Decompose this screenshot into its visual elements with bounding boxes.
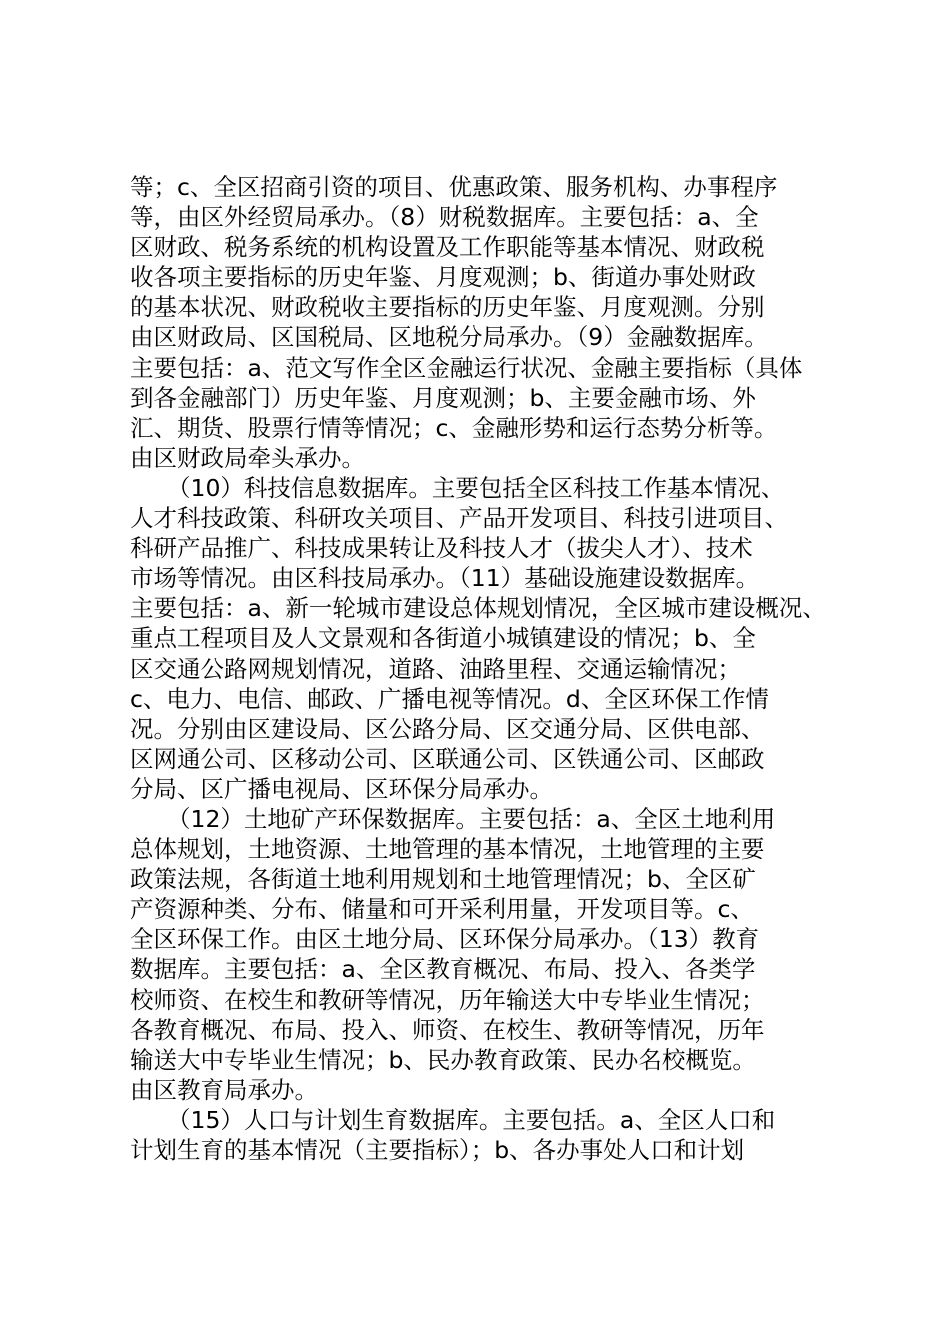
text-line: 人才科技政策、科研攻关项目、产品开发项目、科技引进项目、 [130, 504, 788, 533]
text-line: 数据库。主要包括：a、全区教育概况、布局、投入、各类学 [130, 955, 756, 984]
text-line: 主要包括：a、范文写作全区金融运行状况、金融主要指标（具体 [130, 353, 803, 382]
text-line: 总体规划，土地资源、土地管理的基本情况，土地管理的主要 [130, 835, 765, 864]
document-body [130, 172, 830, 1165]
paragraph-start-line: （12）土地矿产环保数据库。主要包括：a、全区土地利用 [167, 804, 776, 833]
text-line: 汇、期货、股票行情等情况；c、金融形势和运行态势分析等。 [130, 413, 778, 442]
text-line: 由区教育局承办。 [130, 1075, 318, 1104]
text-line: 科研产品推广、科技成果转让及科技人才（拔尖人才）、技术 [130, 534, 753, 563]
text-line: 收各项主要指标的历史年鉴、月度观测；b、街道办事处财政 [130, 263, 756, 292]
text-line: 政策法规，各街道土地利用规划和土地管理情况；b、全区矿 [130, 865, 756, 894]
text-line: 产资源种类、分布、储量和可开采利用量，开发项目等。c、 [130, 895, 754, 924]
text-line: 况。分别由区建设局、区公路分局、区交通分局、区供电部、 [130, 714, 765, 743]
text-line: 主要包括：a、新一轮城市建设总体规划情况，全区城市建设概况、 [130, 594, 826, 623]
text-line: 区财政、税务系统的机构设置及工作职能等基本情况、财政税 [130, 233, 765, 262]
text-line: 由区财政局、区国税局、区地税分局承办。（9）金融数据库。 [130, 323, 768, 352]
text-line: 的基本状况、财政税收主要指标的历史年鉴、月度观测。分别 [130, 293, 765, 322]
text-line: 分局、区广播电视局、区环保分局承办。 [130, 774, 553, 803]
text-line: 由区财政局牵头承办。 [130, 443, 365, 472]
text-line: 输送大中专毕业生情况；b、民办教育政策、民办名校概览。 [130, 1045, 756, 1074]
text-line: c、电力、电信、邮政、广播电视等情况。d、全区环保工作情 [130, 684, 769, 713]
text-line: 区交通公路网规划情况，道路、油路里程、交通运输情况； [130, 654, 741, 683]
text-line: 全区环保工作。由区土地分局、区环保分局承办。（13）教育 [130, 925, 760, 954]
text-line: 等；c、全区招商引资的项目、优惠政策、服务机构、办事程序 [130, 173, 778, 201]
paragraph-start-line: （15）人口与计划生育数据库。主要包括。a、全区人口和 [167, 1105, 776, 1134]
text-line: 市场等情况。由区科技局承办。（11）基础设施建设数据库。 [130, 564, 760, 593]
text-line: 计划生育的基本情况（主要指标）；b、各办事处人口和计划 [130, 1136, 745, 1164]
text-line: 等，由区外经贸局承办。（8）财税数据库。主要包括：a、全 [130, 203, 759, 232]
text-line: 到各金融部门）历史年鉴、月度观测；b、主要金融市场、外 [130, 383, 756, 412]
text-line: 各教育概况、布局、投入、师资、在校生、教研等情况，历年 [130, 1015, 765, 1044]
text-line: 重点工程项目及人文景观和各街道小城镇建设的情况；b、全 [130, 624, 756, 653]
paragraph-start-line: （10）科技信息数据库。主要包括全区科技工作基本情况、 [167, 473, 785, 502]
text-line: 区网通公司、区移动公司、区联通公司、区铁通公司、区邮政 [130, 744, 765, 773]
text-line: 校师资、在校生和教研等情况，历年输送大中专毕业生情况； [130, 985, 765, 1014]
